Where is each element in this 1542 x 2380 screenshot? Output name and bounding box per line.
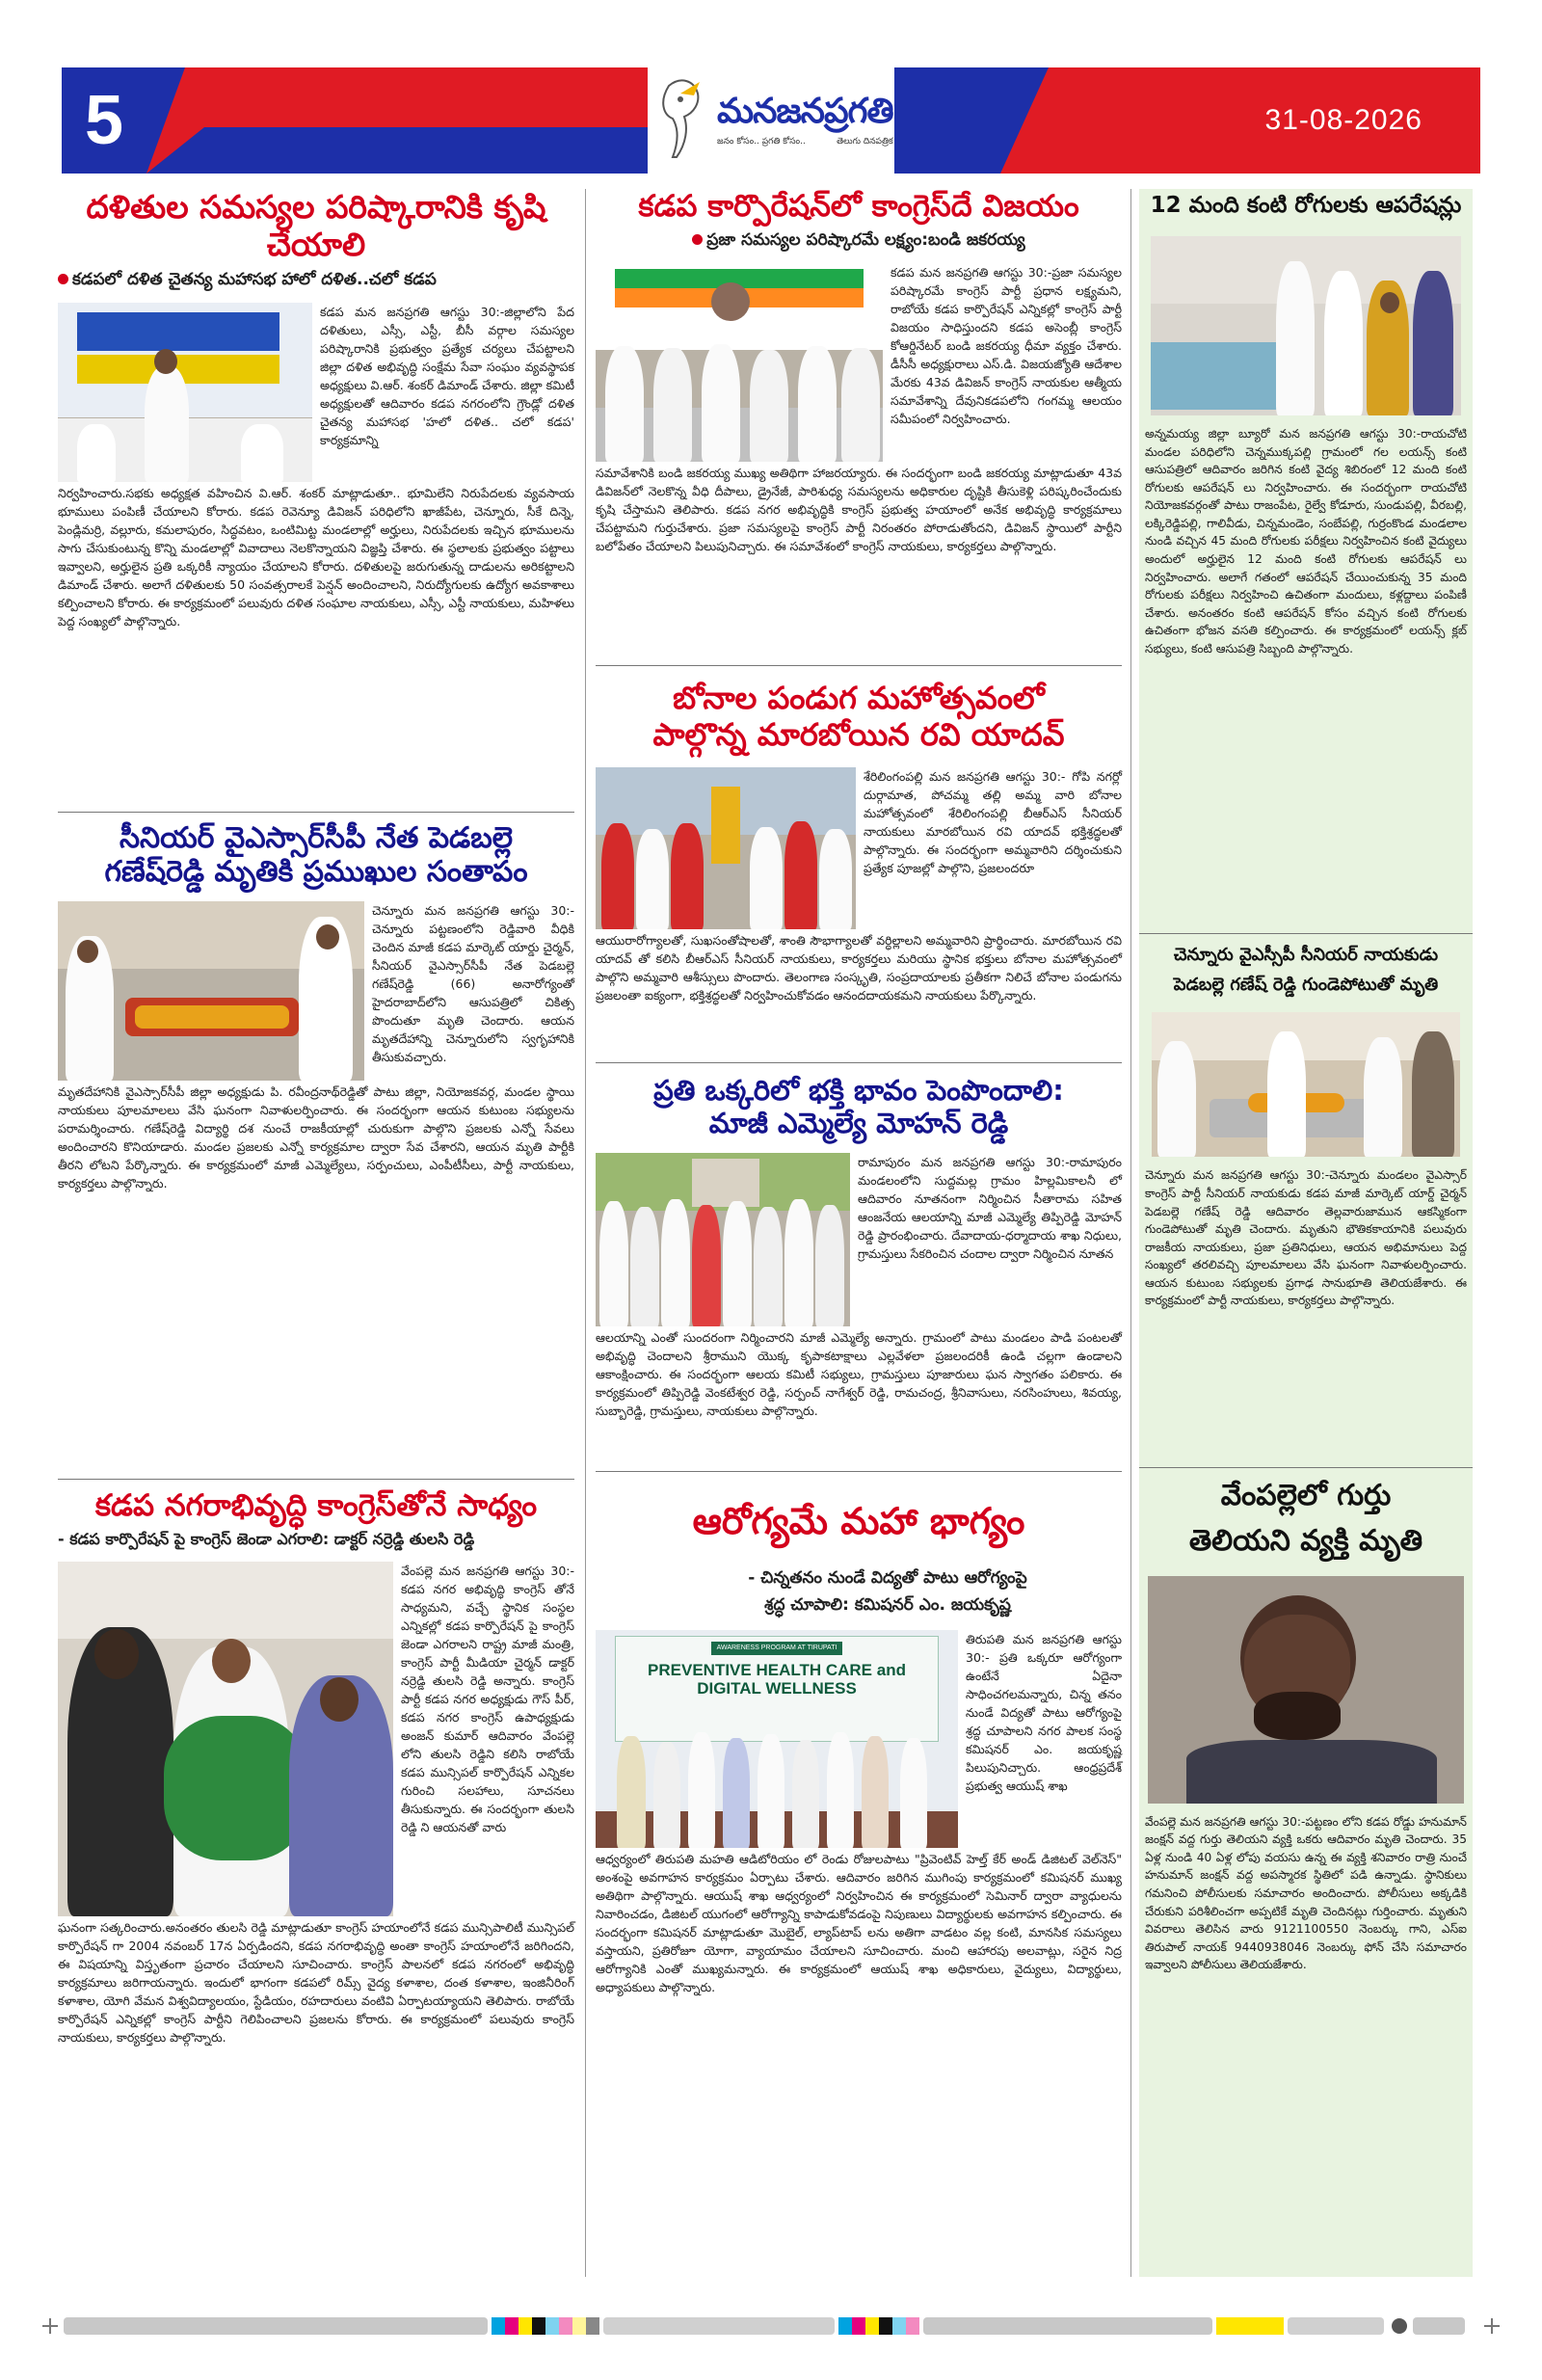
subhead: - కడప కార్పొరేషన్ పై కాంగ్రెస్ జెండా ఎగరాలి: డాక్టర్ నర్రెడ్డి తులసి రెడ్డి bbox=[58, 1529, 475, 1548]
photo-tulasi-reddy bbox=[58, 1562, 393, 1916]
photo-congress-meeting bbox=[596, 263, 883, 462]
headline: కడప కార్పొరేషన్‌లో కాంగ్రెస్‌దే విజయం bbox=[638, 189, 1079, 224]
article-corporation bbox=[596, 189, 1122, 555]
divider bbox=[58, 812, 574, 813]
headline: ప్రతి ఒక్కరిలో భక్తి భావం పెంపొందాలి: bbox=[653, 1074, 1064, 1107]
headline: మాజీ ఎమ్మెల్యే మోహన్ రెడ్డి bbox=[708, 1107, 1009, 1140]
article-dalit bbox=[58, 189, 574, 630]
photo-dalit-meeting bbox=[58, 303, 312, 482]
article-body: వేంపల్లె మన జనప్రగతి ఆగస్టు 30:- కడప నగర అభివృద్ధి కాంగ్రెస్ తోనే సాధ్యమని, వచ్చే స్థానిక సంస్థల ఎన్నికల్లో కడప కార్పొరేషన్ పై కాంగ్రెస్ జెండా ఎగరాలని రాష్ట్ర మాజీ మంత్రి, కాంగ్రెస్ పార్టీ మీడియా చైర్మన్ డాక్టర్ నర్రెడ్డి తులసి రెడ్డి అన్నారు. కాంగ్రెస్ పార్టీ కడప నగర అధ్యక్షుడు గౌస్ పీర్, కడప నగర కాంగ్రెస్ ఉపాధ్యక్షుడు అంజన్ కుమార్ ఆదివారం వేంపల్లె లోని తులసి రెడ్డిని కలిసి రాబోయే కడప మున్సిపల్ కార్పొరేషన్ ఎన్నికల గురించి సలహాలు, సూచనలు తీసుకున్నారు. ఈ సందర్భంగా తులసి రెడ్డి ని ఆయనతో వారు bbox=[401, 1563, 574, 1834]
article-body: ఆలయాన్ని ఎంతో సుందరంగా నిర్మించారని మాజీ ఎమ్మెల్యే అన్నారు. గ్రామంలో పాటు మండలం పాడి పంటలతో అభివృద్ధి చెందాలని శ్రీరాముని యొక్క కృపాకటాక్షాలు ఎల్లవేళలా ప్రజలందరికీ ఉండి చల్లగా ఉండాలని ఆకాంక్షించారు. ఈ సందర్భంగా ఆలయ కమిటీ సభ్యులు, గ్రామస్తులు పూజారులు ఘన స్వాగతం పలికారు. ఈ కార్యక్రమంలో తిప్పిరెడ్డి వెంకటేశ్వర రెడ్డి, సర్పంచ్ నాగేశ్వర్ రెడ్డి, రామచంద్ర, శ్రీనివాసులు, నరసింహులు, శివయ్య, సుబ్బారెడ్డి, గ్రామస్తులు, నాయకులు పాల్గొన్నారు. bbox=[596, 1330, 1122, 1419]
subhead: కడపలో దళిత చైతన్య మహాసభ హాలో దళిత..చలో కడప bbox=[58, 270, 574, 293]
tagline-right: తెలుగు దినపత్రిక bbox=[837, 136, 893, 147]
subhead: శ్రద్ధ చూపాలి: కమిషనర్ ఎం. జయకృష్ణ bbox=[764, 1594, 1011, 1615]
tagline-left: జనం కోసం.. ప్రగతి కోసం.. bbox=[717, 136, 806, 147]
headline: వేంపల్లెలో గుర్తు bbox=[1220, 1479, 1392, 1512]
article-death-sidebar bbox=[1139, 945, 1473, 1310]
masthead-band-left bbox=[146, 67, 648, 174]
article-body: అన్నమయ్య జిల్లా బ్యూరో మన జనప్రగతి ఆగస్టు 30:-రాయచోటి మండల పరిధిలోని చెన్నముక్కపల్లి గ్రామంలో గల లయన్స్ కంటి ఆసుపత్రిలో ఆదివారం జరిగిన కంటి వైద్య శిబిరంలో 12 మంది కంటి రోగులకు ఆపరేషన్ లు నిర్వహించారు. ఈ సందర్భంగా రాయచోటి నియోజకవర్గంతో పాటు రాజంపేట, రైల్వే కోడూరు, సుండుపల్లి, వీరబల్లి, లక్కిరెడ్డిపల్లి, గాలివీడు, చిన్నమండెం, సంబేపల్లి, గుర్రంకొండ మండలాల నుండి వచ్చిన 45 మంది రోగులకు పరీక్షలు నిర్వహించిన కంటి వైద్యులు అందులో అర్హులైన 12 మంది కంటి రోగులకు ఆపరేషన్ లు నిర్వహించారు. అలాగే గతంలో ఆపరేషన్ చేయించుకున్న 35 మంది రోగులకు పరీక్షలు నిర్వహించి ఉచితంగా మందులు, కళ్లద్దాలు పంపిణీ చేశారు. అనంతరం కంటి ఆపరేషన్ కోసం వచ్చిన కంటి రోగులకు ఉచితంగా భోజన వసతి కల్పించారు. ఈ కార్యక్రమంలో లయన్స్ క్లబ్ సభ్యులు, కంటి ఆసుపత్రి సిబ్బంది పాల్గొన్నారు. bbox=[1145, 427, 1467, 655]
photo-health-awareness bbox=[596, 1630, 958, 1848]
article-body: చెన్నూరు మన జనప్రగతి ఆగస్టు 30:-చెన్నూరు పట్టణంలోని రెడ్డివారి వీధికి చెందిన మాజీ కడప మార్కెట్ యార్డు చైర్మన్, సీనియర్ వైఎస్సార్‌సీపీ నేత పెడబల్లె గణేష్‌రెడ్డి (66) అనారోగ్యంతో హైదరాబాద్‌లోని ఆసుపత్రిలో చికిత్స పొందుతూ మృతి చెందారు. ఆయన మృతదేహాన్ని చెన్నూరులోని స్వగృహానికి తీసుకువచ్చారు. bbox=[372, 902, 574, 1064]
article-body: కడప మన జనప్రగతి ఆగస్టు 30:-జిల్లాలోని పేద దళితులు, ఎస్సీ, ఎస్టీ, బీసీ వర్గాల సమస్యల పరిష్కారానికి ప్రభుత్వం ప్రత్యేక చర్యలు చేపట్టాలని జిల్లా దళిత అభివృద్ధి సంక్షేమ సేవా సంఘం వ్యవస్థాపక అధ్యక్షులు వి.ఆర్. శంకర్ డిమాండ్ చేశారు. జిల్లా కమిటీ అధ్యక్షులతో ఆదివారం కడప నగరంలోని గ్రౌండ్లో దళిత చైతన్య మహాసభ 'హలో దళిత.. చలో కడప' కార్యక్రమాన్ని bbox=[320, 304, 574, 447]
divider bbox=[58, 1479, 574, 1480]
bullet-icon bbox=[58, 274, 68, 284]
headline: చెన్నూరు వైఎస్సీపీ సీనియర్ నాయకుడు bbox=[1173, 945, 1439, 965]
article-bonalu bbox=[596, 681, 1122, 1004]
column-right-sidebar bbox=[1139, 189, 1473, 2277]
article-unknown-death bbox=[1139, 1479, 1473, 1974]
print-registration-strip bbox=[0, 2312, 1542, 2340]
headline: పెడబల్లె గణేష్ రెడ్డి గుండెపోటుతో మృతి bbox=[1173, 975, 1439, 996]
article-body: ఆధ్వర్యంలో తిరుపతి మహతి ఆడిటోరియం లో రెండు రోజులపాటు "ప్రివెంటివ్ హెల్త్ కేర్ అండ్ డిజిటల్ వెల్‌నెస్" అంశంపై అవగాహన కార్యక్రమం ఏర్పాటు చేశారు. ఆదివారం జరిగిన ముగింపు కార్యక్రమంలో కమిషనర్ ముఖ్య అతిథిగా పాల్గొన్నారు. ఆయుష్ శాఖ ఆధ్వర్యంలో నిర్వహించిన ఈ కార్యక్రమంలో సెమినార్ ద్వారా వ్యాధులను నివారించడం, డిజిటల్ యుగంలో ఆరోగ్యాన్ని కాపాడుకోవడంపై నిపుణులు విద్యార్థులకు అవగాహన కల్పించారు. ఈ సందర్భంగా కమిషనర్ మాట్లాడుతూ మొబైల్, ల్యాప్‌టాప్ లను అతిగా వాడటం వల్ల కంటి, మానసిక సమస్యలు వస్తాయని, ప్రతిరోజూ యోగా, వ్యాయామం చేయాలని సూచించారు. మంచి ఆహారపు అలవాట్లు, సరైన నిద్ర ఆరోగ్యానికి ఎంతో ముఖ్యమన్నారు. ఈ కార్యక్రమంలో ఆయుష్ శాఖ అధికారులు, వైద్యులు, విద్యార్థులు, అధ్యాపకులు పాల్గొన్నారు. bbox=[596, 1851, 1122, 1994]
article-body: ఘనంగా సత్కరించారు.అనంతరం తులసి రెడ్డి మాట్లాడుతూ కాంగ్రెస్ హయాంలోనే కడప మున్సిపాలిటీ మున్సిపల్ కార్పొరేషన్ గా 2004 నవంబర్ 17న ఏర్పడిందని, కడప నగరాభివృద్ధి అంతా కాంగ్రెస్ హయాంలోనే జరిగిందని, ఈ విషయాన్ని విస్తృతంగా ప్రచారం చేయాలని సూచించారు. కాంగ్రెస్ పాలనలో కడప నగరంలో అభివృద్ధి కార్యక్రమాలు జరిగాయన్నారు. ఇందులో భాగంగా కడపలో రిమ్స్ వైద్య కళాశాల, దంత కళాశాల, ఇంజినీరింగ్ కళాశాల, యోగి వేమన విశ్వవిద్యాలయం, స్టేడియం, రహదారులు వంటివి ఏర్పాటయ్యాయని తెలిపారు. రాబోయే కార్పొరేషన్ ఎన్నికల్లో కాంగ్రెస్ పార్టీని గెలిపించాలని ప్రజలను కోరారు. ఈ కార్యక్రమంలో పలువురు కాంగ్రెస్ నాయకులు, కార్యకర్తలు పాల్గొన్నారు. bbox=[58, 1919, 574, 2045]
article-bhakti bbox=[596, 1074, 1122, 1420]
article-body: వేంపల్లె మన జనప్రగతి ఆగస్టు 30:-పట్టణం లోని కడప రోడ్డు హనుమాన్ జంక్షన్ వద్ద గుర్తు తెలియని వ్యక్తి ఒకరు ఆదివారం మృతి చెందారు. 35 ఏళ్ల నుండి 40 ఏళ్ల లోపు వయసు ఉన్న ఈ వ్యక్తి శనివారం రాత్రి నుంచే హనుమాన్ జంక్షన్ వద్ద అపస్మారక స్థితిలో పడి ఉన్నాడు. స్థానికులు గమనించి పోలీసులకు సమాచారం అందించారు. పోలీసులు అక్కడికి చేరుకుని పరిశీలించగా అప్పటికే మృతి చెందినట్లు గుర్తించారు. మృతుని వివరాలు తెలిసిన వారు 9121100550 నెంబర్కు గాని, ఎస్ఐ తిరుపాల్ నాయక్ 9440938046 నెంబర్కు ఫోన్ చేసి సమాచారం ఇవ్వాలని పోలీసులు తెలియజేశారు. bbox=[1145, 1814, 1467, 1972]
divider bbox=[1139, 933, 1473, 934]
article-body: మృతదేహానికి వైఎస్సార్‌సీపీ జిల్లా అధ్యక్షుడు పి. రవీంద్రనాథ్‌రెడ్డితో పాటు జిల్లా, నియోజకవర్గ, మండల స్థాయి నాయకులు పూలమాలలు వేసి ఘనంగా నివాళులర్పించారు. ఈ సందర్భంగా ఆయన కుటుంబ సభ్యులను పరామర్శించారు. గణేష్‌రెడ్డి విద్యార్థి దశ నుంచే రాజకీయాల్లో చురుకుగా పాల్గొని ప్రజలకు ఎన్నో సేవలు అందించారని కొనియాడారు. మండల ప్రజలకు ఎన్నో కార్యక్రమాల ద్వారా సేవ చేశారని, ఆయన మృతి పార్టీకి తీరని లోటని పేర్కొన్నారు. ఈ కార్యక్రమంలో మాజీ ఎమ్మెల్యేలు, సర్పంచులు, ఎంపీటీసీలు, పార్టీ నాయకులు, కార్యకర్తలు పాల్గొన్నారు. bbox=[58, 1083, 574, 1190]
banner-main-text: PREVENTIVE HEALTH CARE and DIGITAL WELLNESS bbox=[648, 1660, 906, 1698]
subhead: - చిన్నతనం నుండే విద్యతో పాటు ఆరోగ్యంపై bbox=[748, 1567, 1027, 1588]
headline: గణేష్‌రెడ్డి మృతికి ప్రముఖుల సంతాపం bbox=[104, 855, 528, 890]
logo bbox=[648, 67, 894, 174]
article-body: రామాపురం మన జనప్రగతి ఆగస్టు 30:-రామాపురం మండలంలోని సుద్దమల్ల గ్రామం హిల్లమికాలనీ లో ఆదివారం నూతనంగా నిర్మించిన సీతారామ సహిత ఆంజనేయ ఆలయాన్ని మాజీ ఎమ్మెల్యే తిప్పిరెడ్డి మోహన్ రెడ్డి ప్రారంభించారు. దేవాదాయ-ధర్మాదాయ శాఖ నిధులు, గ్రామస్తులు సేకరించిన చందాల ద్వారా నిర్మించిన నూతన bbox=[858, 1155, 1122, 1262]
article-body: చెన్నూరు మన జనప్రగతి ఆగస్టు 30:-చెన్నూరు మండలం వైఎస్సార్ కాంగ్రెస్ పార్టీ సీనియర్ నాయకుడు కడప మాజీ మార్కెట్ యార్డ్ చైర్మన్ పెడబల్లె గణేష్ రెడ్డి ఆదివారం తెల్లవారుజామున ఆకస్మికంగా గుండెపోటుతో మృతి చెందారు. మృతుని భౌతికకాయానికి పలువురు రాజకీయ నాయకులు, ప్రజా ప్రతినిధులు, ఆయన అభిమానులు పెద్ద సంఖ్యలో తరలివచ్చి పూలమాలలు వేసి ఘనంగా నివాళులర్పించారు. ఆయన కుటుంబ సభ్యులకు ప్రగాఢ సానుభూతి తెలియజేశారు. ఈ కార్యక్రమంలో పార్టీ నాయకులు, కార్యకర్తలు పాల్గొన్నారు. bbox=[1145, 1168, 1467, 1308]
banner-top-text: AWARENESS PROGRAM AT TIRUPATI bbox=[716, 1644, 837, 1651]
photo-ganesh-funeral bbox=[1152, 1012, 1460, 1157]
photo-temple-opening bbox=[596, 1153, 850, 1326]
headline: బోనాల పండుగ మహోత్సవంలో bbox=[673, 680, 1045, 716]
article-body: తిరుపతి మన జనప్రగతి ఆగస్టు 30:- ప్రతి ఒక్కరూ ఆరోగ్యంగా ఉంటేనే ఏదైనా సాధించగలమన్నారు, చిన్న తనం నుండే విద్యతో పాటు ఆరోగ్యంపై శ్రద్ధ చూపాలని నగర పాలక సంస్థ కమిషనర్ ఎం. జయకృష్ణ పిలుపునిచ్చారు. ఆంధ్రప్రదేశ్ ప్రభుత్వ ఆయుష్ శాఖ bbox=[966, 1631, 1122, 1793]
divider bbox=[1139, 1467, 1473, 1468]
headline: ఆరోగ్యమే మహా భాగ్యం bbox=[692, 1500, 1025, 1542]
article-health bbox=[596, 1500, 1122, 1996]
article-eye-operations bbox=[1139, 189, 1473, 657]
subhead: ప్రజా సమస్యల పరిష్కారమే లక్ష్యం:బండి జకరయ్య bbox=[596, 230, 1122, 254]
page-number: 5 bbox=[62, 67, 146, 174]
headline: పాల్గొన్న మారబోయిన రవి యాదవ్ bbox=[652, 715, 1065, 753]
article-body: సమావేశానికి బండి జకరయ్య ముఖ్య అతిథిగా హాజరయ్యారు. ఈ సందర్భంగా బండి జకరయ్య మాట్లాడుతూ 43వ డివిజన్‌లో నెలకొన్న వీధి దీపాలు, డ్రైనేజీ, పారిశుధ్య సమస్యలను అధికారుల దృష్టికి తీసుకెళ్లి పరిష్కరించేందుకు కృషి చేస్తామని తెలిపారు. కడప నగర అభివృద్ధికి కాంగ్రెస్ ప్రభుత్వ హయాంలో అనేక అభివృద్ధి కార్యక్రమాలు చేపట్టామని గుర్తుచేశారు. ప్రజా సమస్యలపై కాంగ్రెస్ పార్టీ నిరంతరం పోరాడుతోందని, డివిజన్ స్థాయిలో పార్టీని బలోపేతం చేయాలని పిలుపునిచ్చారు. ఈ సమావేశంలో కాంగ్రెస్ నాయకులు, కార్యకర్తలు పాల్గొన్నారు. bbox=[596, 465, 1122, 553]
newspaper-title: మనజనప్రగతి bbox=[717, 92, 893, 132]
headline: సీనియర్ వైఎస్సార్‌సీపీ నేత పెడబల్లె bbox=[119, 821, 514, 855]
masthead bbox=[62, 67, 1480, 174]
photo-bonalu-festival bbox=[596, 767, 856, 929]
article-kadapa-development bbox=[58, 1488, 574, 2046]
dove-logo-icon bbox=[651, 74, 713, 167]
headline: తెలియని వ్యక్తి మృతి bbox=[1188, 1524, 1423, 1559]
article-body: శేరిలింగంపల్లి మన జనప్రగతి ఆగస్టు 30:- గోపి నగర్లో దుర్గామాత, పోచమ్మ తల్లి అమ్మ వారి బోనాల మహోత్సవంలో శేరిలింగంపల్లి బీఆర్‌ఎస్ సీనియర్ నాయకులు మారబోయిన రవి యాదవ్ భక్తిశ్రద్ధలతో పాల్గొన్నారు. ఈ సందర్భంగా అమ్మవారిని దర్శించుకుని ప్రత్యేక పూజల్లో పాల్గొని, ప్రజలందరూ bbox=[864, 768, 1122, 875]
article-body: ఆయురారోగ్యాలతో, సుఖసంతోషాలతో, శాంతి సౌభాగ్యాలతో వర్ధిల్లాలని అమ్మవారిని ప్రార్థించారు. మారబోయిన రవి యాదవ్ తో కలిసి బీఆర్‌ఎస్ సీనియర్ నాయకులు, కార్యకర్తలు మరియు స్థానిక భక్తులు బోనాల మహోత్సవంలో పాల్గొని అమ్మవారి ఆశీస్సులు పొందారు. తెలంగాణ సంస్కృతి, సంప్రదాయాలకు ప్రతీకగా నిలిచే బోనాల పండుగను ప్రజలంతా ఐక్యంగా, భక్తిశ్రద్ధలతో నిర్వహించుకోవడం ఆనందదాయకమని నాయకులు పేర్కొన్నారు. bbox=[596, 932, 1122, 1003]
headline: దళితుల సమస్యల పరిష్కారానికి కృషి చేయాలి bbox=[86, 188, 546, 263]
photo-ganesh-tribute bbox=[58, 901, 364, 1081]
column-rule bbox=[1130, 189, 1131, 2277]
issue-date: 31-08-2026 bbox=[1264, 104, 1422, 136]
column-rule bbox=[585, 189, 586, 2277]
bullet-icon bbox=[692, 234, 703, 245]
headline: కడప నగరాభివృద్ధి కాంగ్రెస్‌తోనే సాధ్యం bbox=[94, 1488, 538, 1523]
article-ganesh bbox=[58, 821, 574, 1192]
divider bbox=[596, 665, 1122, 666]
article-body: నిర్వహించారు.సభకు అధ్యక్షత వహించిన వి.ఆర్. శంకర్ మాట్లాడుతూ.. భూమిలేని నిరుపేదలకు వ్యవసాయ భూములు పంపిణీ చేయాలని కోరారు. కడప రెవెన్యూ డివిజన్ పరిధిలోని ఖాజీపేట, చెన్నూరు, సీకే దిన్నె, పెండ్లిమర్రి, వల్లూరు, కమలాపురం, సిద్ధవటం, ఒంటిమిట్ట మండలాల్లో అర్హులు, నిరుపేదలకు ఇచ్చిన భూములను సాగు చేసుకుంటున్న కొన్ని మండలాల్లో వివాదాలు నెలకొన్నాయని విజ్ఞప్తి చేశారు. ఈ స్థలాలకు ప్రభుత్వం పట్టాలు ఇవ్వాలని, అర్హులైన ప్రతి ఒక్కరికీ న్యాయం చేయాలని కోరారు. దళితులపై జరుగుతున్న దాడులను అరికట్టాలని డిమాండ్ చేశారు. అలాగే దళితులకు 50 సంవత్సరాలకే పెన్షన్ అందించాలని, నిరుద్యోగులకు ఉద్యోగ అవకాశాలు కల్పించాలని కోరారు. ఈ కార్యక్రమంలో పలువురు దళిత సంఘాల నాయకులు, ఎస్సీ, ఎస్టీ నాయకులు, మహిళలు పెద్ద సంఖ్యలో పాల్గొన్నారు. bbox=[58, 485, 574, 628]
photo-eye-camp bbox=[1151, 236, 1461, 415]
photo-unknown-person bbox=[1148, 1576, 1464, 1804]
headline: 12 మంది కంటి రోగులకు ఆపరేషన్లు bbox=[1150, 193, 1462, 218]
article-body: కడప మన జనప్రగతి ఆగస్టు 30:-ప్రజా సమస్యల పరిష్కారమే కాంగ్రెస్ పార్టీ ప్రధాన లక్ష్యమని, రాబోయే కడప కార్పొరేషన్ ఎన్నికల్లో కాంగ్రెస్ పార్టీ విజయం సాధిస్తుందని కడప అసెంబ్లీ కాంగ్రెస్ కోఆర్డినేటర్ బండి జకరయ్య ధీమా వ్యక్తం చేశారు. డీసీసీ అధ్యక్షురాలు ఎస్.డి. విజయజ్యోతి ఆదేశాల మేరకు 43వ డివిజన్ కాంగ్రెస్ నాయకుల ఆత్మీయ సమావేశాన్ని దేవునికడపలోని గంగమ్మ ఆలయం సమీపంలో నిర్వహించారు. bbox=[891, 264, 1122, 426]
divider bbox=[596, 1062, 1122, 1063]
divider bbox=[596, 1471, 1122, 1472]
